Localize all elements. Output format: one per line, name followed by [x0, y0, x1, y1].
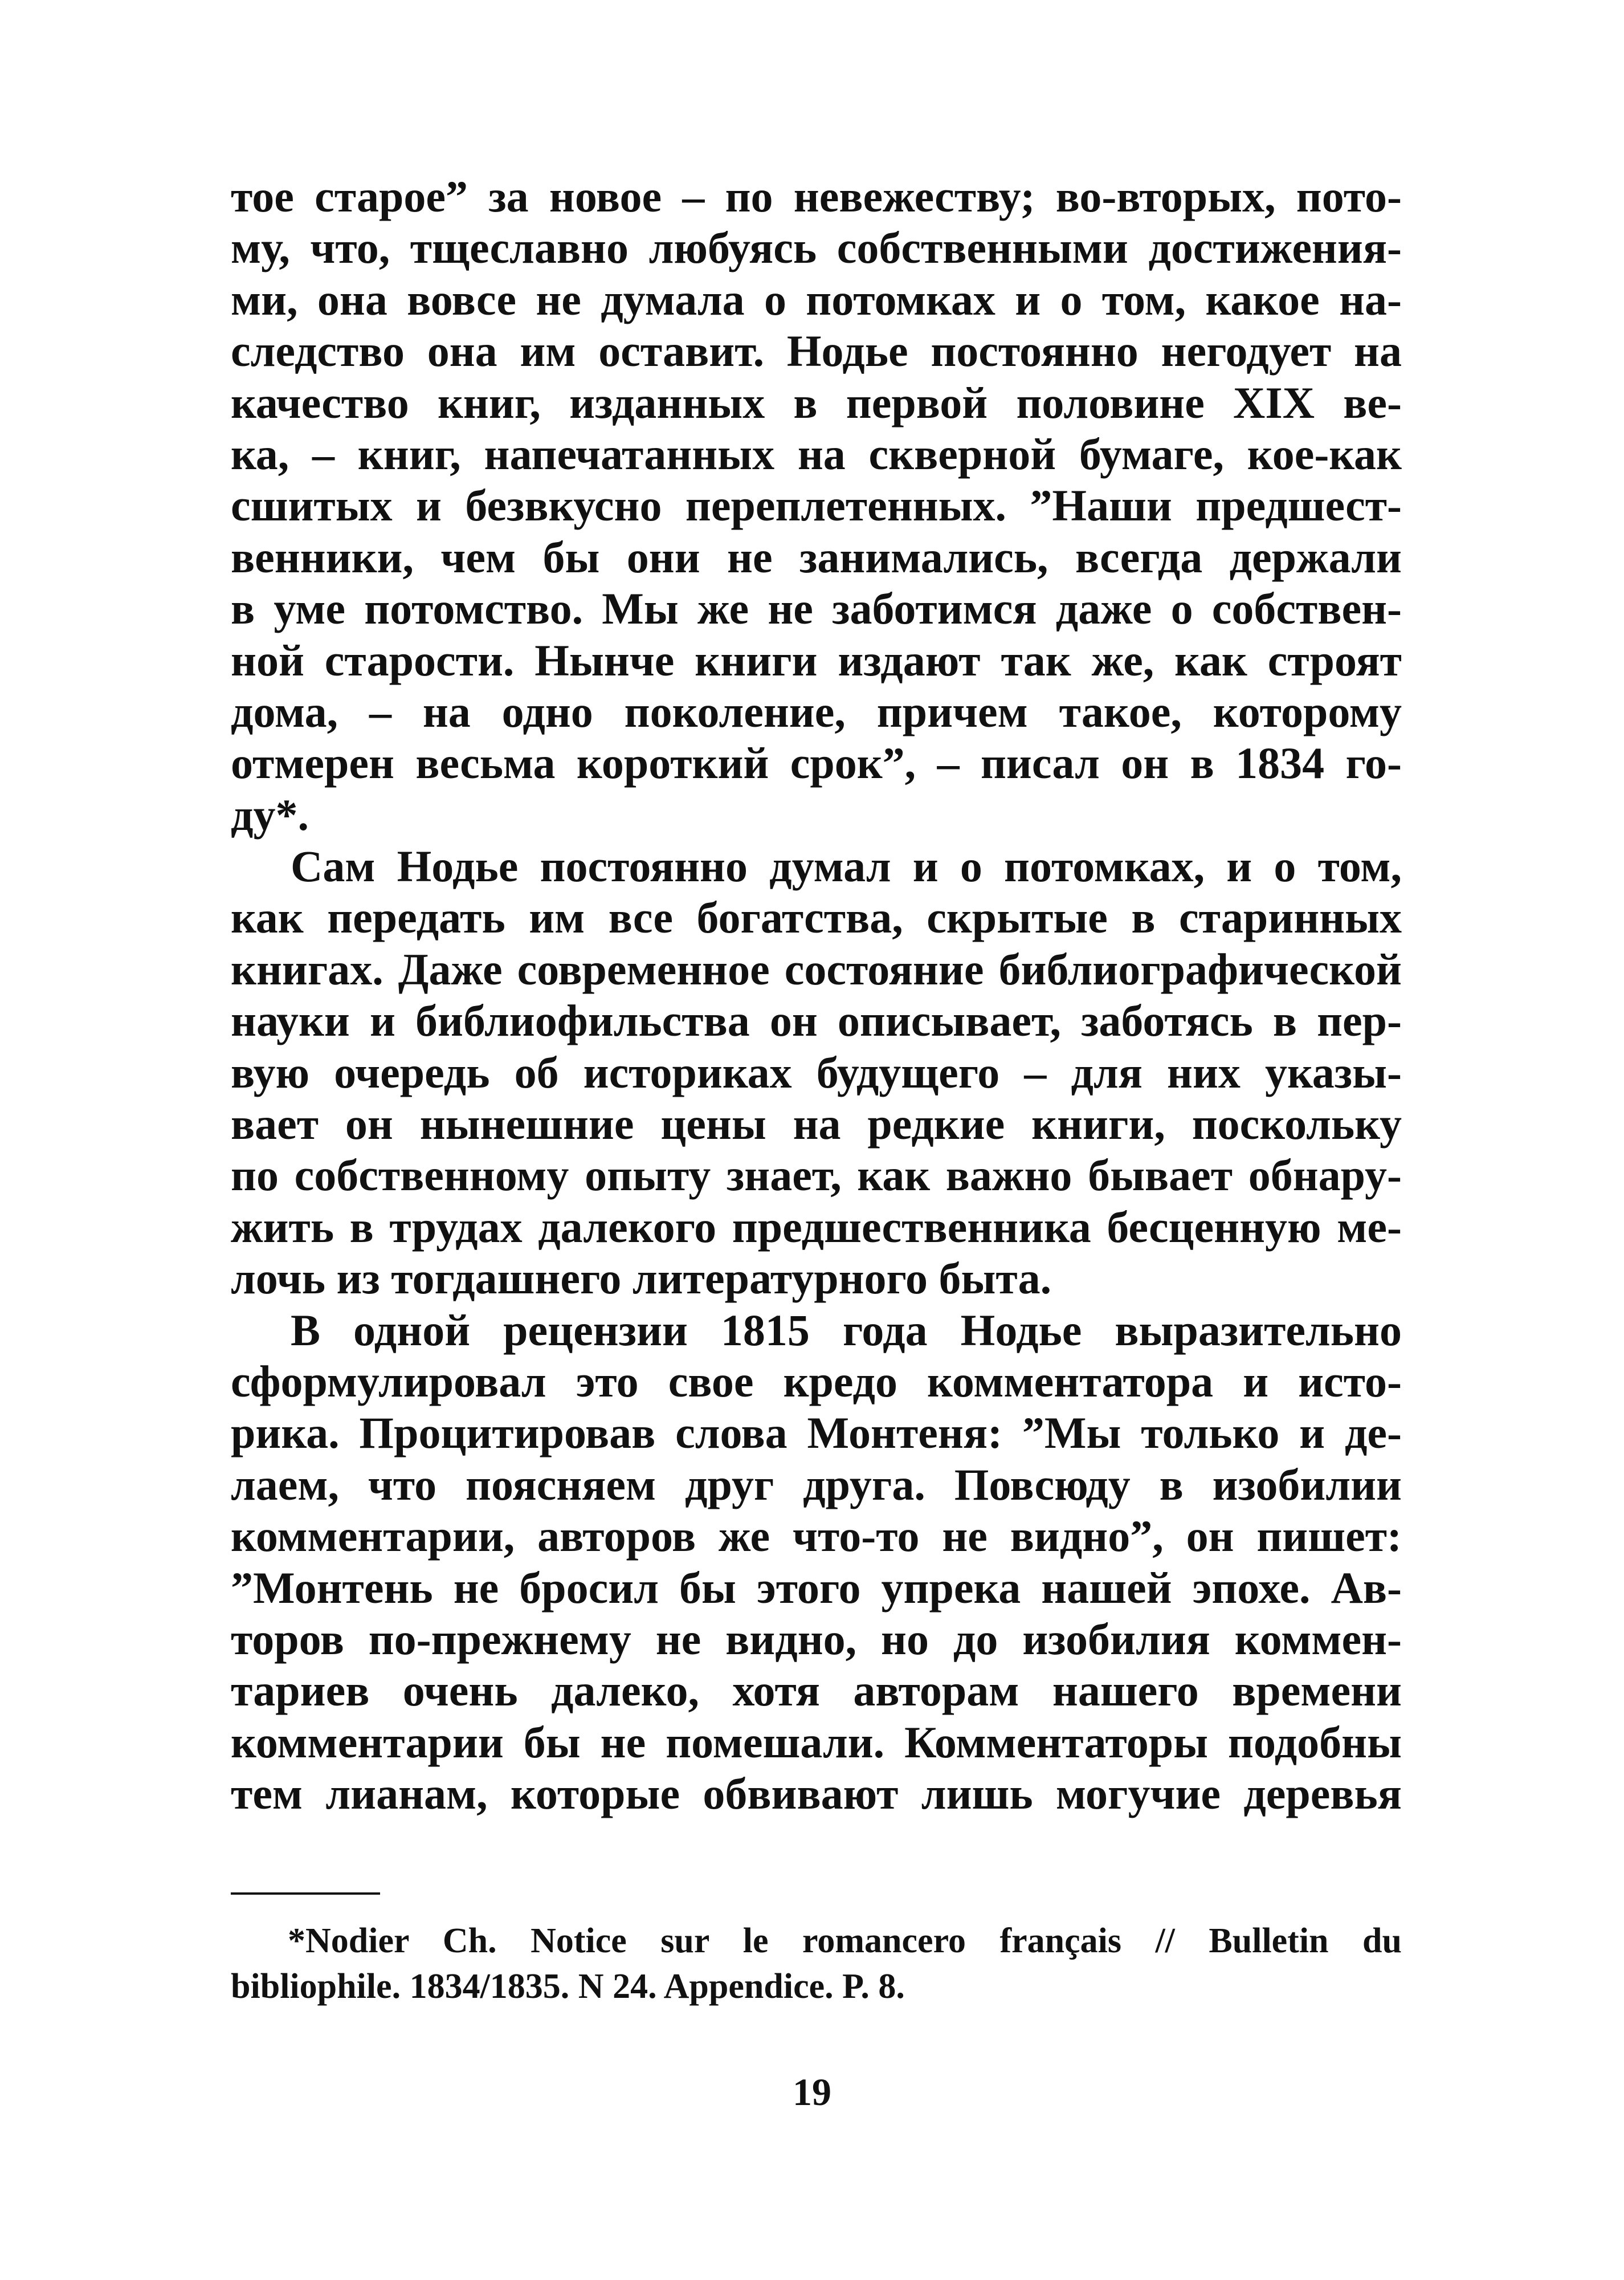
- paragraph-start-line: В одной рецензии 1815 года Нодье выразительно: [291, 1305, 1402, 1355]
- footnote-line: bibliophile. 1834/1835. N 24. Appendice. P. 8.: [231, 1967, 905, 2006]
- text-line: тое старое” за новое – по невежеству; во-вторых, пото-: [231, 172, 1402, 221]
- text-line: следство она им оставит. Нодье постоянно негодует на: [231, 326, 1402, 376]
- text-line: ной старости. Нынче книги издают так же, как строят: [231, 635, 1402, 685]
- text-line: науки и библиофильства он описывает, заботясь в пер-: [231, 996, 1402, 1046]
- text-line: по собственному опыту знает, как важно бывает обнару-: [231, 1150, 1402, 1200]
- text-line: жить в трудах далекого предшественника бесценную ме-: [231, 1202, 1402, 1252]
- text-line: лаем, что поясняем друг друга. Повсюду в изобилии: [231, 1459, 1402, 1509]
- page-number: 19: [793, 2070, 831, 2114]
- text-line: ”Монтень не бросил бы этого упрека нашей эпохе. Ав-: [231, 1562, 1402, 1613]
- footnote: [231, 1918, 1402, 2009]
- text-line: вую очередь об историках будущего – для них указы-: [231, 1047, 1402, 1097]
- text-line: рика. Процитировав слова Монтеня: ”Мы только и де-: [231, 1408, 1402, 1458]
- text-line: сшитых и безвкусно переплетенных. ”Наши предшест-: [231, 481, 1402, 531]
- text-line: венники, чем бы они не занимались, всегда держали: [231, 532, 1402, 582]
- text-line: дома, – на одно поколение, причем такое, которому: [231, 686, 1402, 736]
- text-line: книгах. Даже современное состояние библиографической: [231, 944, 1402, 994]
- text-line: торов по-прежнему не видно, но до изобилия коммен-: [231, 1614, 1402, 1664]
- body-text: [231, 171, 1402, 1820]
- text-line: комментарии, авторов же что-то не видно”, он пишет:: [231, 1511, 1402, 1561]
- text-line: тариев очень далеко, хотя авторам нашего времени: [231, 1666, 1402, 1716]
- text-line: качество книг, изданных в первой половине XIX ве-: [231, 377, 1402, 427]
- text-line: вает он нынешние цены на редкие книги, поскольку: [231, 1099, 1402, 1149]
- text-line: сформулировал это свое кредо комментатора и исто-: [231, 1356, 1402, 1406]
- text-line: ду*.: [231, 789, 309, 840]
- paragraph-start-line: Сам Нодье постоянно думал и о потомках, и о том,: [291, 841, 1402, 891]
- text-line: в уме потомство. Мы же не заботимся даже о собствен-: [231, 584, 1402, 634]
- text-line: тем лианам, которые обвивают лишь могучие деревья: [231, 1769, 1402, 1819]
- footnote-divider: [231, 1892, 380, 1895]
- text-line: комментарии бы не помешали. Комментаторы подобны: [231, 1717, 1402, 1767]
- text-line: как передать им все богатства, скрытые в старинных: [231, 893, 1402, 943]
- text-line: ка, – книг, напечатанных на скверной бумаге, кое-как: [231, 429, 1402, 479]
- footnote-line: *Nodier Ch. Notice sur le romancero français // Bulletin du: [288, 1921, 1402, 1960]
- text-line: отмерен весьма короткий срок”, – писал он в 1834 го-: [231, 738, 1402, 788]
- text-line: му, что, тщеславно любуясь собственными достижения-: [231, 223, 1402, 273]
- text-line: лочь из тогдашнего литературного быта.: [231, 1253, 1052, 1304]
- text-line: ми, она вовсе не думала о потомках и о том, какое на-: [231, 274, 1402, 324]
